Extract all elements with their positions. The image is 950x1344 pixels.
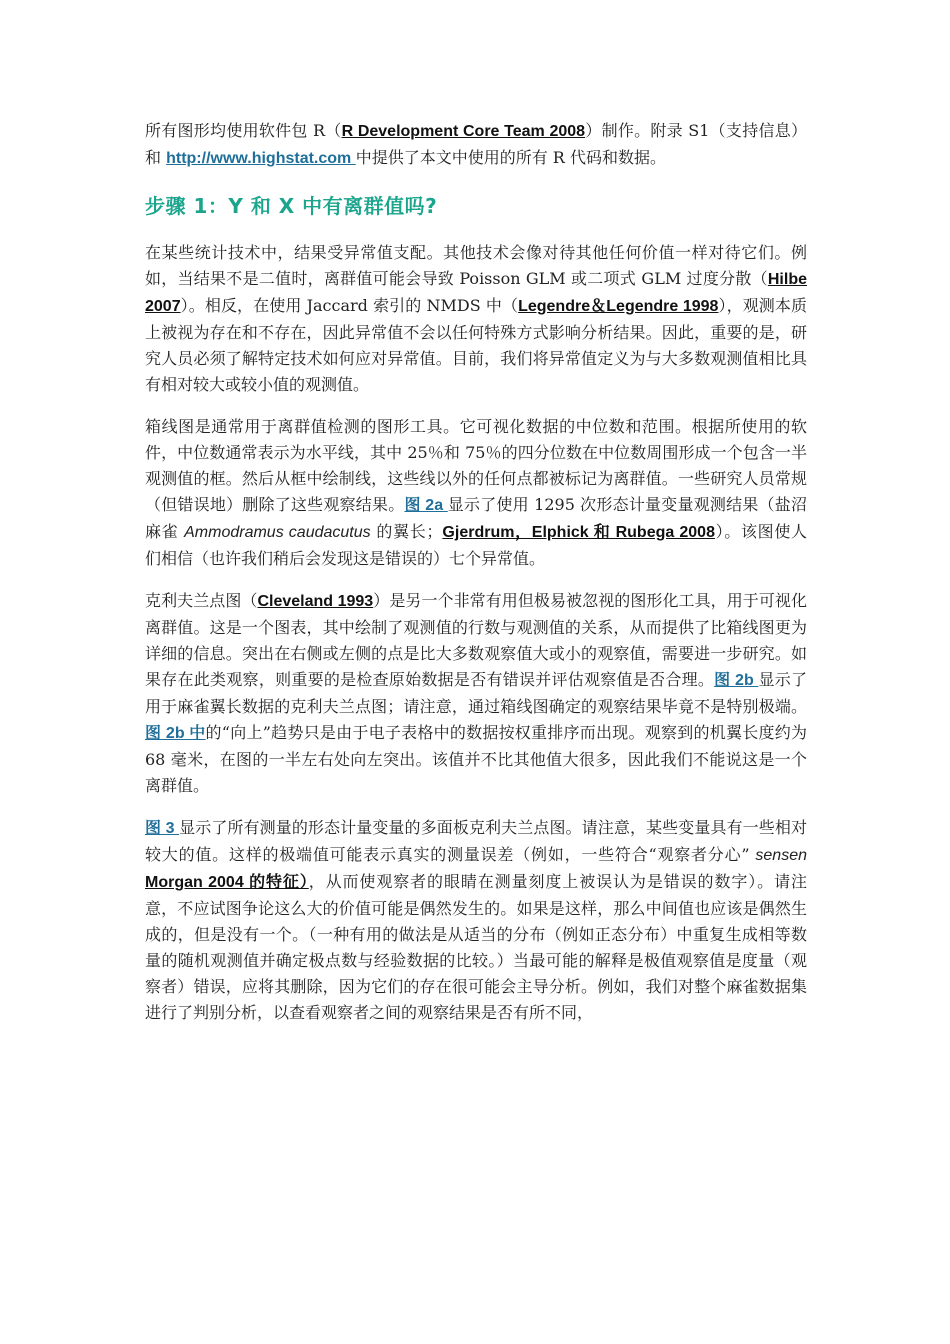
p3-text-4: 的“向上”趋势只是由于电子表格中的数据按权重排序而出现。观察到的机翼长度约为 68 毫米，在图的一半左右处向左突出。该值并不比其他值大很多，因此我们不能说这是一个离群值。 — [145, 723, 807, 795]
paragraph-cleveland-dotplot — [145, 588, 807, 799]
intro-text-3: 中提供了本文中使用的所有 R 代码和数据。 — [355, 148, 666, 167]
species-name: Ammodramus caudacutus — [184, 524, 371, 541]
p2-text-2: 显示了使用 1295 次形态计量变量观测结果（盐沼麻雀 — [145, 495, 807, 541]
document-page — [145, 118, 807, 1042]
p3-text-1: 克利夫兰点图（ — [145, 591, 258, 610]
ref-morgan-2004[interactable]: Morgan 2004 的特征） — [145, 874, 309, 891]
figure-2a-link[interactable]: 图 2a — [404, 497, 448, 514]
paragraph-outliers-intro — [145, 240, 807, 398]
figure-2b-link[interactable]: 图 2b — [714, 672, 759, 689]
p1-text-3: ），观测本质上被视为存在和不存在，因此异常值不会以任何特殊方式影响分析结果。因此，重要的是，研究人员必须了解特定技术如何应对异常值。目前，我们将异常值定义为与大多数观测值相比具有相对较大或较小值的观测值。 — [145, 296, 807, 394]
ref-hilbe-2007[interactable]: Hilbe 2007 — [145, 271, 807, 315]
p1-text-1: 在某些统计技术中，结果受异常值支配。其他技术会像对待其他任何价值一样对待它们。例如，当结果不是二值时，离群值可能会导致 Poisson GLM 或二项式 GLM 过度分散（ — [145, 243, 807, 288]
p2-text-4: ）。该图使人们相信（也许我们稍后会发现这是错误的）七个异常值。 — [145, 522, 807, 568]
p2-text-1: 箱线图是通常用于离群值检测的图形工具。它可视化数据的中位数和范围。根据所使用的软件，中位数通常表示为水平线，其中 25％和 75％的四分位数在中位数周围形成一个包含一半观测值的框。然后从框中绘制线，这些线以外的任何点都被标记为离群值。一些研究人员常规（但错误地）删除了这些观察结果。 — [145, 417, 807, 514]
intro-text-1: 所有图形均使用软件包 R（ — [145, 121, 342, 140]
p3-text-3: 显示了用于麻雀翼长数据的克利夫兰点图；请注意，通过箱线图确定的观察结果毕竟不是特别极端。 — [145, 670, 807, 716]
highstat-link[interactable]: http://www.highstat.com — [166, 150, 356, 167]
p3-text-2: ）是另一个非常有用但极易被忽视的图形化工具，用于可视化离群值。这是一个图表，其中绘制了观测值的行数与观测值的关系，从而提供了比箱线图更为详细的信息。突出在右侧或左侧的点是比大多数观察值大或小的观察值，需要进一步研究。如果存在此类观察，则重要的是检查原始数据是否有错误并评估观察值是否合理。 — [145, 591, 807, 689]
paragraph-multipanel-dotplot — [145, 815, 807, 1026]
intro-text-2: ）制作。附录 S1（支持信息）和 — [145, 121, 807, 167]
ref-gjerdrum-2008[interactable]: Gjerdrum，Elphick 和 Rubega 2008 — [442, 524, 715, 541]
ref-r-development-core-team[interactable]: R Development Core Team 2008 — [341, 123, 586, 140]
p4-text-3: ，从而使观察者的眼睛在测量刻度上被误认为是错误的数字）。请注意，不应试图争论这么大的价值可能是偶然发生的。如果是这样，那么中间值也应该是偶然生成的，但是没有一个。（一种有用的做法是从适当的分布（例如正态分布）中重复生成相等数量的随机观测值并确定极点数与经验数据的比较。）当最可能的解释是极值观察值是度量（观察者）错误，应将其删除，因为它们的存在很可能会主导分析。例如，我们对整个麻雀数据集进行了判别分析，以查看观察者之间的观察结果是否有所不同， — [145, 872, 807, 1022]
intro-paragraph — [145, 118, 807, 172]
sensen-text: sensen — [755, 847, 807, 864]
figure-3-link[interactable]: 图 3 — [145, 820, 180, 837]
figure-2b-link-2[interactable]: 图 2b 中 — [145, 725, 206, 742]
p2-text-3: 的翼长； — [370, 522, 443, 541]
paragraph-boxplot — [145, 414, 807, 572]
ref-legendre-1998[interactable]: Legendre＆Legendre 1998 — [518, 298, 719, 315]
p4-text-1: 显示了所有测量的形态计量变量的多面板克利夫兰点图。请注意，某些变量具有一些相对较大的值。这样的极端值可能表示真实的测量误差（例如，一些符合“观察者分心” — [145, 818, 807, 864]
ref-cleveland-1993[interactable]: Cleveland 1993 — [257, 593, 374, 610]
section-heading-step-1: 步骤 1：Y 和 X 中有离群值吗? — [145, 194, 438, 218]
p1-text-2: ）。相反，在使用 Jaccard 索引的 NMDS 中（ — [180, 296, 519, 315]
